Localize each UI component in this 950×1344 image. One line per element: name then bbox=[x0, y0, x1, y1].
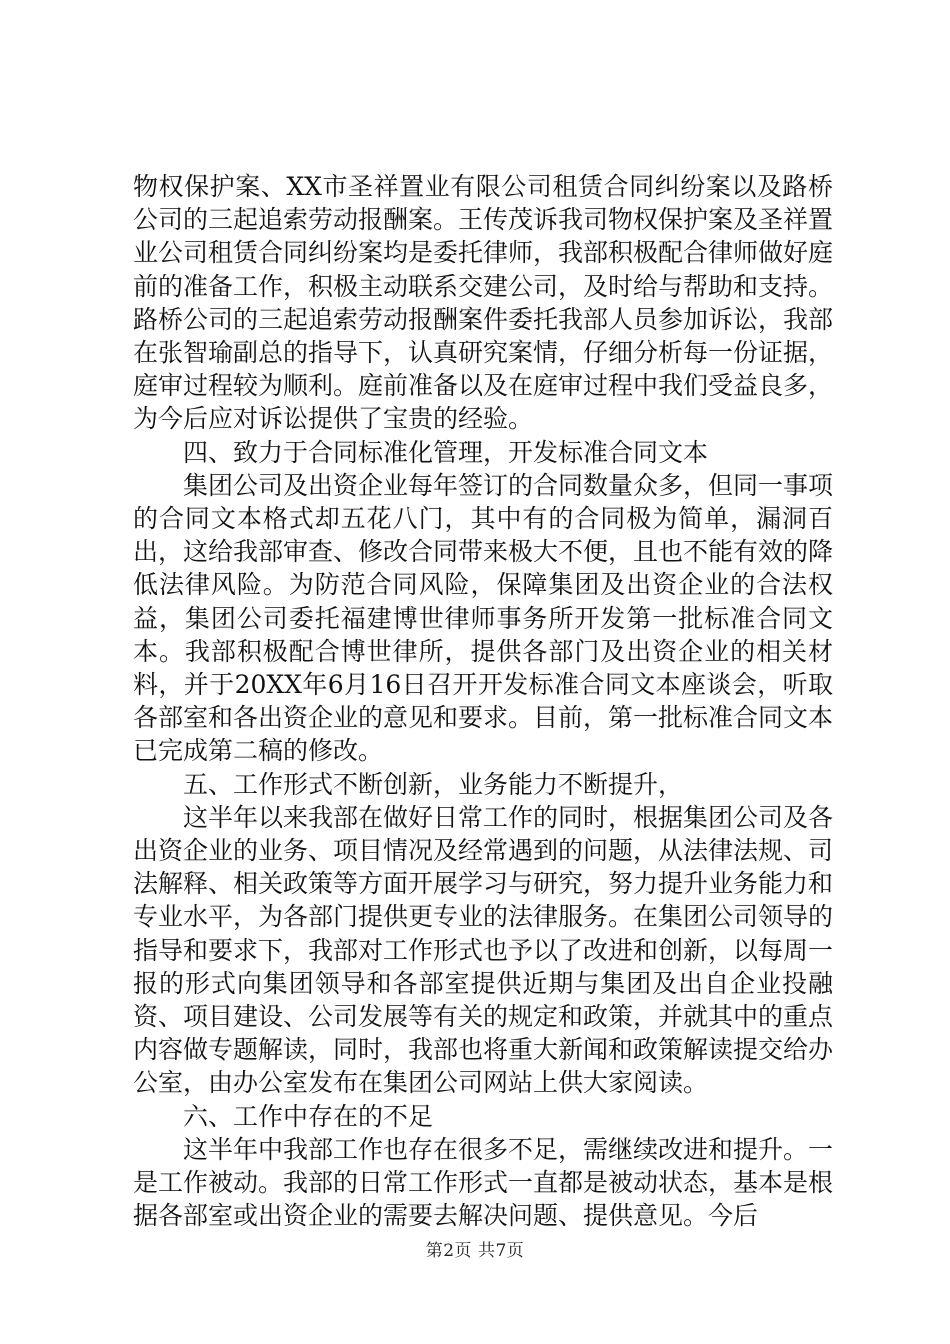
page-footer: 第2页 共7页 bbox=[425, 1241, 525, 1261]
section-heading-4: 四、致力于合同标准化管理，开发标准合同文本 bbox=[183, 437, 709, 467]
section-heading-5: 五、工作形式不断创新，业务能力不断提升， bbox=[183, 769, 684, 799]
paragraph-continuation: 物权保护案、XX市圣祥置业有限公司租赁合同纠纷案以及路桥公司的三起追索劳动报酬案。王传茂诉我司物权保护案及圣祥置业公司租赁合同纠纷案均是委托律师，我部积极配合律师做好庭前的准备工作，积极主动联系交建公司，及时给与帮助和支持。路桥公司的三起追索劳动报酬案件委托我部人员参加诉讼，我部在张智瑜副总的指导下，认真研究案情，仔细分析每一份证据，庭审过程较为顺利。庭前准备以及在庭审过程中我们受益良多，为今后应对诉讼提供了宝贵的经验。 bbox=[133, 172, 834, 434]
paragraph-section-5: 这半年以来我部在做好日常工作的同时，根据集团公司及各出资企业的业务、项目情况及经常遇到的问题，从法律法规、司法解释、相关政策等方面开展学习与研究，努力提升业务能力和专业水平，为各部门提供更专业的法律服务。在集团公司领导的指导和要求下，我部对工作形式也予以了改进和创新，以每周一报的形式向集团领导和各部室提供近期与集团及出自企业投融资、项目建设、公司发展等有关的规定和政策，并就其中的重点内容做专题解读，同时，我部也将重大新闻和政策解读提交给办公室，由办公室发布在集团公司网站上供大家阅读。 bbox=[133, 802, 834, 1098]
paragraph-section-6: 这半年中我部工作也存在很多不足，需继续改进和提升。一是工作被动。我部的日常工作形式一直都是被动状态，基本是根据各部室或出资企业的需要去解决问题、提供意见。今后 bbox=[133, 1134, 834, 1231]
document-body bbox=[133, 170, 833, 1233]
paragraph-section-4: 集团公司及出资企业每年签订的合同数量众多，但同一事项的合同文本格式却五花八门，其中有的合同极为简单，漏洞百出，这给我部审查、修改合同带来极大不便，且也不能有效的降低法律风险。为防范合同风险，保障集团及出资企业的合法权益，集团公司委托福建博世律师事务所开发第一批标准合同文本。我部积极配合博世律所，提供各部门及出资企业的相关材料，并于20XX年6月16日召开开发标准合同文本座谈会，听取各部室和各出资企业的意见和要求。目前，第一批标准合同文本已完成第二稿的修改。 bbox=[133, 470, 834, 766]
section-heading-6: 六、工作中存在的不足 bbox=[183, 1101, 434, 1131]
